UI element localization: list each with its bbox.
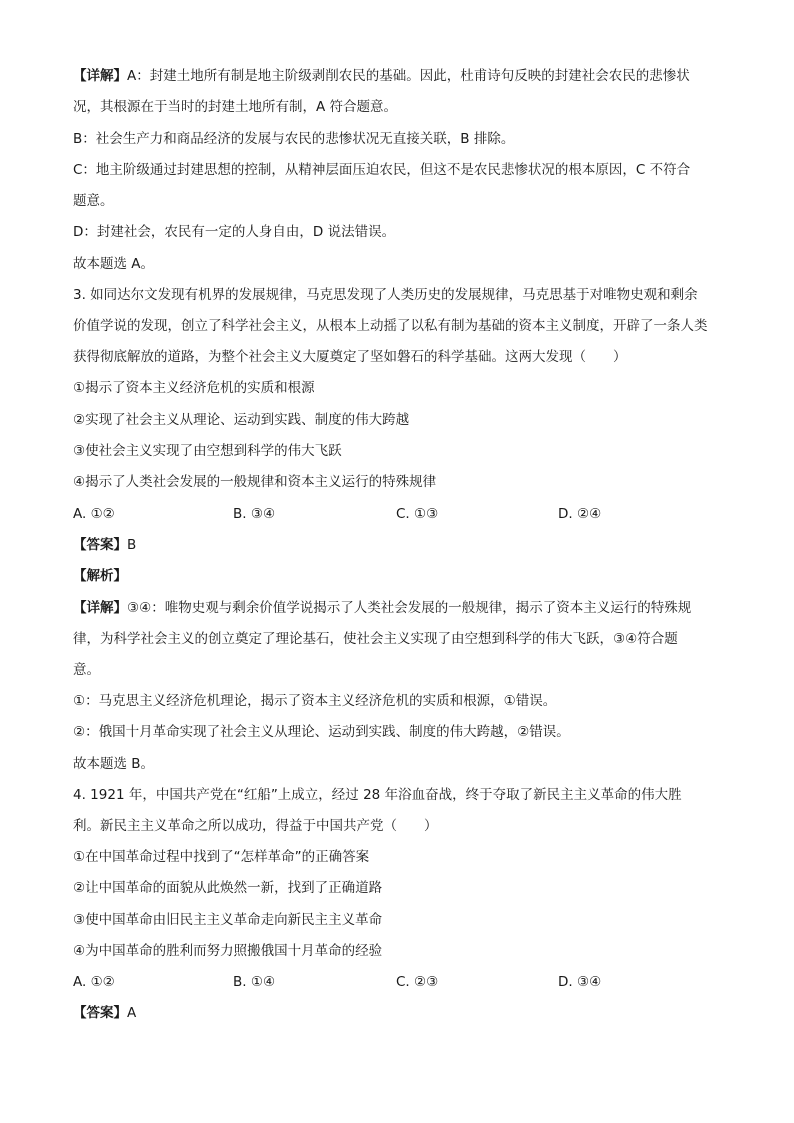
q3-option-a: A. ①② [73, 506, 115, 522]
detail-tag: 【详解】 [73, 68, 127, 84]
q2-option-b-explanation: B：社会生产力和商品经济的发展与农民的悲惨状况无直接关联，B 排除。 [73, 131, 515, 147]
q3-detail-line-1 [73, 598, 691, 618]
q3-conclusion: 故本题选 B。 [73, 756, 155, 772]
q4-answer [73, 1003, 136, 1023]
q3-answer-value: B [127, 537, 137, 553]
q3-option-c: C. ①③ [396, 506, 439, 522]
q4-option-a: A. ①② [73, 974, 115, 990]
q4-item-1: ①在中国革命过程中找到了“怎样革命”的正确答案 [73, 849, 370, 865]
answer-tag: 【答案】 [73, 1005, 127, 1021]
q3-option-d: D. ②④ [558, 506, 602, 522]
q4-stem-line-1: 4. 1921 年，中国共产党在“红船”上成立，经过 28 年浴血奋战，终于夺取了新民主主义革命的伟大胜 [73, 787, 682, 803]
q4-item-4: ④为中国革命的胜利而努力照搬俄国十月革命的经验 [73, 943, 383, 959]
q4-option-b: B. ①④ [233, 974, 276, 990]
q3-detail-text: ③④：唯物史观与剩余价值学说揭示了人类社会发展的一般规律，揭示了资本主义运行的特殊规 [127, 600, 692, 616]
q3-item-2-explanation: ②：俄国十月革命实现了社会主义从理论、运动到实践、制度的伟大跨越，②错误。 [73, 724, 570, 740]
q3-detail-line-3: 意。 [73, 662, 100, 678]
q3-stem-line-1: 3. 如同达尔文发现有机界的发展规律，马克思发现了人类历史的发展规律，马克思基于对唯物史观和剩余 [73, 287, 698, 303]
q3-item-2: ②实现了社会主义从理论、运动到实践、制度的伟大跨越 [73, 412, 410, 428]
analysis-tag: 【解析】 [73, 568, 127, 584]
q4-stem-line-2: 利。新民主主义革命之所以成功，得益于中国共产党（ ） [73, 818, 438, 834]
q2-option-c-explanation-1: C：地主阶级通过封建思想的控制，从精神层面压迫农民，但这不是农民悲惨状况的根本原因，C 不符合 [73, 162, 691, 178]
q3-stem-line-3: 获得彻底解放的道路，为整个社会主义大厦奠定了坚如磐石的科学基础。这两大发现（ ） [73, 349, 627, 365]
q3-item-4: ④揭示了人类社会发展的一般规律和资本主义运行的特殊规律 [73, 474, 437, 490]
q3-stem-line-2: 价值学说的发现，创立了科学社会主义，从根本上动摇了以私有制为基础的资本主义制度，开辟了一条人类 [73, 318, 708, 334]
q2-option-d-explanation: D：封建社会，农民有一定的人身自由，D 说法错误。 [73, 224, 396, 240]
q4-item-2: ②让中国革命的面貌从此焕然一新，找到了正确道路 [73, 880, 383, 896]
q3-item-1-explanation: ①：马克思主义经济危机理论，揭示了资本主义经济危机的实质和根源，①错误。 [73, 693, 557, 709]
q3-option-b: B. ③④ [233, 506, 276, 522]
q4-option-c: C. ②③ [396, 974, 439, 990]
q2-option-c-explanation-2: 题意。 [73, 193, 114, 209]
q4-answer-value: A [127, 1005, 137, 1021]
q3-answer [73, 535, 136, 555]
detail-tag: 【详解】 [73, 600, 127, 616]
q2-conclusion: 故本题选 A。 [73, 256, 155, 272]
q3-item-1: ①揭示了资本主义经济危机的实质和根源 [73, 380, 315, 396]
q4-item-3: ③使中国革命由旧民主主义革命走向新民主主义革命 [73, 912, 383, 928]
q3-detail-line-2: 律，为科学社会主义的创立奠定了理论基石，使社会主义实现了由空想到科学的伟大飞跃，③④符合题 [73, 631, 678, 647]
q3-analysis-tag [73, 566, 127, 586]
q3-item-3: ③使社会主义实现了由空想到科学的伟大飞跃 [73, 443, 342, 459]
q2-detail-line-2: 况，其根源在于当时的封建土地所有制，A 符合题意。 [73, 99, 398, 115]
q2-detail-text: A：封建土地所有制是地主阶级剥削农民的基础。因此，杜甫诗句反映的封建社会农民的悲惨状 [127, 68, 690, 84]
q4-option-d: D. ③④ [558, 974, 602, 990]
q2-detail-line-1 [73, 66, 690, 86]
answer-tag: 【答案】 [73, 537, 127, 553]
